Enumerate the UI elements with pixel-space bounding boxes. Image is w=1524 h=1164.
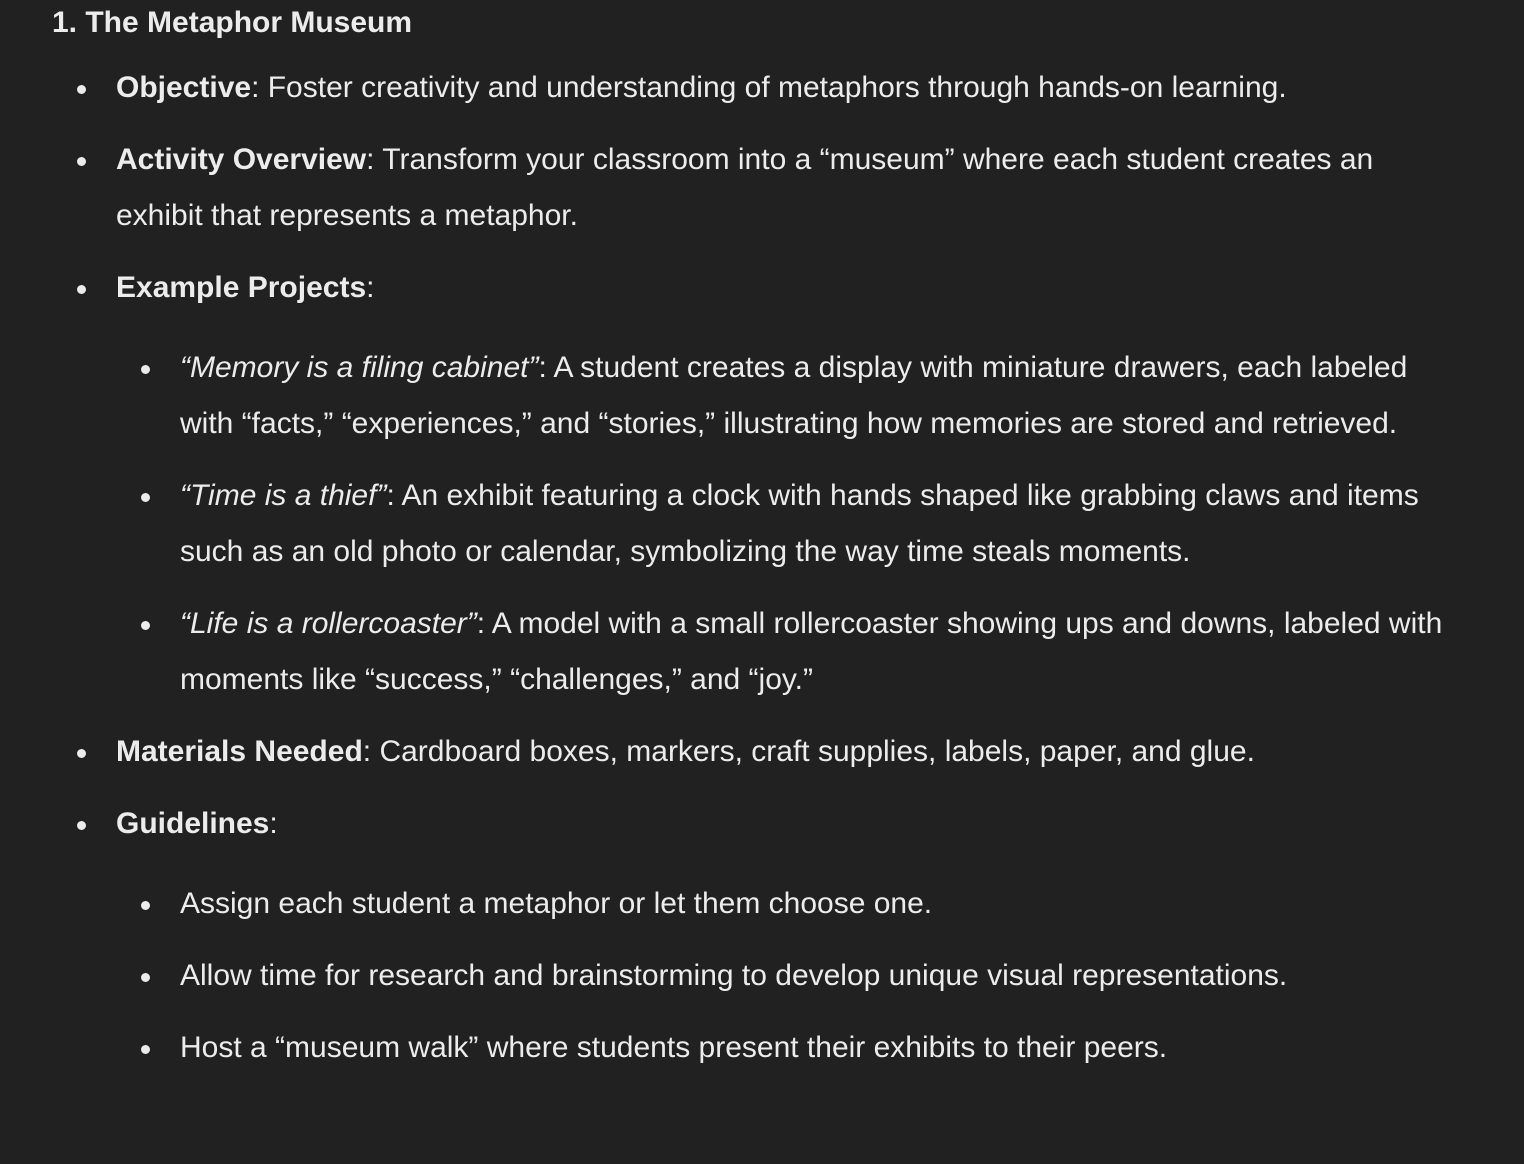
list-item-example-projects (52, 260, 1524, 708)
item-text: : Foster creativity and understanding of metaphors through hands-on learning. (251, 71, 1287, 104)
guideline-text: Host a “museum walk” where students present their exhibits to their peers. (180, 1031, 1168, 1064)
main-bullet-list (52, 60, 1524, 1076)
list-item-example (116, 340, 1464, 452)
list-item-objective (52, 60, 1524, 116)
item-text: : Cardboard boxes, markers, craft supplies, labels, paper, and glue. (362, 735, 1255, 768)
list-item-activity-overview (52, 132, 1524, 244)
item-text: : Transform your classroom into a “museum” where each student creates an exhibit that represents a metaphor. (116, 143, 1374, 232)
guideline-text: Assign each student a metaphor or let them choose one. (180, 887, 933, 920)
item-label: Objective (116, 71, 252, 104)
list-item-example (116, 468, 1464, 580)
item-text: : (269, 807, 278, 840)
metaphor-text: “Time is a thief” (180, 479, 387, 512)
list-item-guidelines (52, 796, 1524, 1076)
metaphor-text: “Memory is a filing cabinet” (180, 351, 539, 384)
item-label: Materials Needed (116, 735, 363, 768)
item-label: Activity Overview (116, 143, 367, 176)
example-description: : A student creates a display with miniature drawers, each labeled with “facts,” “experiences,” and “stories,” illustrating how memories are stored and retrieved. (180, 351, 1408, 440)
item-label: Example Projects (116, 271, 367, 304)
examples-sublist (116, 340, 1464, 708)
item-text: : (366, 271, 375, 304)
item-label: Guidelines (116, 807, 270, 840)
list-item-materials-needed (52, 724, 1524, 780)
guideline-text: Allow time for research and brainstorming to develop unique visual representations. (180, 959, 1288, 992)
list-item-example (116, 596, 1464, 708)
metaphor-text: “Life is a rollercoaster” (180, 607, 477, 640)
list-item-guideline (116, 1020, 1464, 1076)
example-description: : A model with a small rollercoaster showing ups and downs, labeled with moments like “success,” “challenges,” and “joy.” (180, 607, 1443, 696)
guidelines-sublist (116, 876, 1464, 1076)
example-description: : An exhibit featuring a clock with hands shaped like grabbing claws and items such as an old photo or calendar, symbolizing the way time steals moments. (180, 479, 1419, 568)
list-item-guideline (116, 948, 1464, 1004)
section-heading: 1. The Metaphor Museum (52, 6, 413, 39)
list-item-guideline (116, 876, 1464, 932)
